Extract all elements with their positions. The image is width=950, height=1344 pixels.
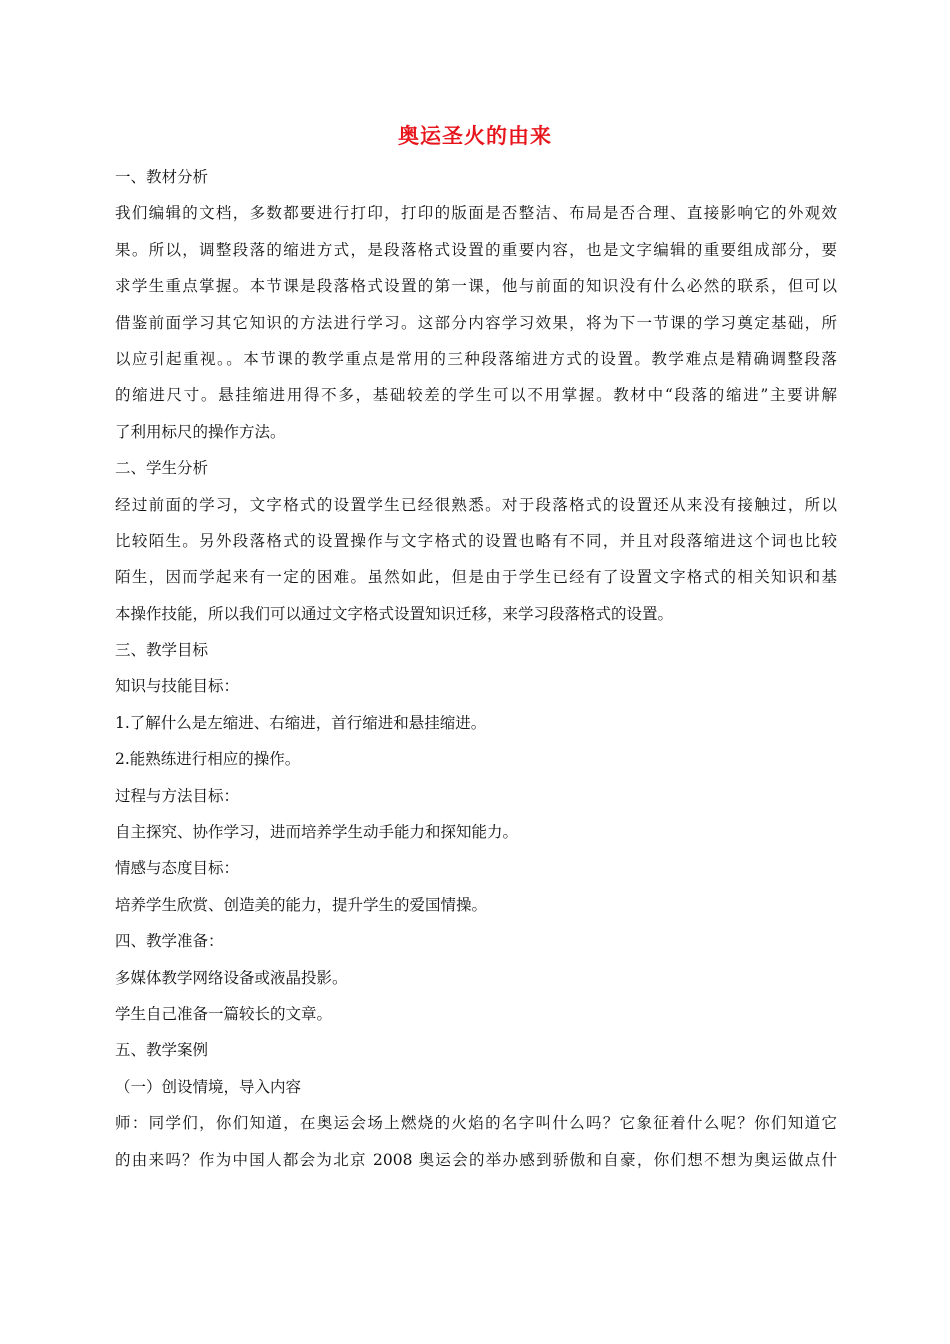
- text-line: 的由来吗？作为中国人都会为北京 2008 奥运会的举办感到骄傲和自豪，你们想不想为奥运做点什: [115, 1150, 837, 1169]
- document-body: [115, 159, 837, 1178]
- text-line: 求学生重点掌握。本节课是段落格式设置的第一课，他与前面的知识没有什么必然的联系，但可以: [115, 277, 837, 296]
- text-line: 1.了解什么是左缩进、右缩进，首行缩进和悬挂缩进。: [115, 713, 487, 732]
- text-line: 比较陌生。另外段落格式的设置操作与文字格式的设置也略有不同，并且对段落缩进这个词也比较: [115, 531, 837, 550]
- text-line: 二、学生分析: [115, 459, 209, 478]
- text-line: 情感与态度目标：: [115, 859, 240, 878]
- document-title: 奥运圣火的由来: [398, 124, 552, 148]
- text-line: 过程与方法目标：: [115, 786, 240, 805]
- text-line: 学生自己准备一篇较长的文章。: [115, 1004, 333, 1023]
- text-line: 知识与技能目标：: [115, 677, 240, 696]
- text-line: 2.能熟练进行相应的操作。: [115, 750, 301, 769]
- text-line: 我们编辑的文档，多数都要进行打印，打印的版面是否整洁、布局是否合理、直接影响它的外观效: [115, 204, 837, 223]
- text-line: 一、教材分析: [115, 168, 209, 186]
- text-line: 果。所以，调整段落的缩进方式，是段落格式设置的重要内容，也是文字编辑的重要组成部分，要: [115, 240, 837, 259]
- text-line: 的缩进尺寸。悬挂缩进用得不多，基础较差的学生可以不用掌握。教材中“段落的缩进”主要讲解: [115, 386, 837, 405]
- text-line: 自主探究、协作学习，进而培养学生动手能力和探知能力。: [115, 823, 519, 842]
- text-line: 借鉴前面学习其它知识的方法进行学习。这部分内容学习效果，将为下一节课的学习奠定基础，所: [115, 313, 837, 332]
- text-line: 了利用标尺的操作方法。: [115, 422, 286, 441]
- text-line: 经过前面的学习，文字格式的设置学生已经很熟悉。对于段落格式的设置还从来没有接触过，所以: [115, 495, 837, 514]
- text-line: 五、教学案例: [115, 1041, 209, 1060]
- text-line: 多媒体教学网络设备或液晶投影。: [115, 968, 348, 987]
- text-line: 培养学生欣赏、创造美的能力，提升学生的爱国情操。: [115, 895, 488, 914]
- text-line: （一）创设情境，导入内容: [115, 1077, 302, 1096]
- text-line: 以应引起重视。。本节课的教学重点是常用的三种段落缩进方式的设置。教学难点是精确调整段落: [115, 349, 837, 368]
- text-line: 四、教学准备：: [115, 932, 224, 951]
- text-line: 本操作技能，所以我们可以通过文字格式设置知识迁移，来学习段落格式的设置。: [115, 604, 674, 623]
- text-line: 师：同学们，你们知道，在奥运会场上燃烧的火焰的名字叫什么吗？它象征着什么呢？你们知道它: [115, 1114, 837, 1133]
- text-line: 三、教学目标: [115, 641, 209, 660]
- text-line: 陌生，因而学起来有一定的困难。虽然如此，但是由于学生已经有了设置文字格式的相关知识和基: [115, 568, 837, 587]
